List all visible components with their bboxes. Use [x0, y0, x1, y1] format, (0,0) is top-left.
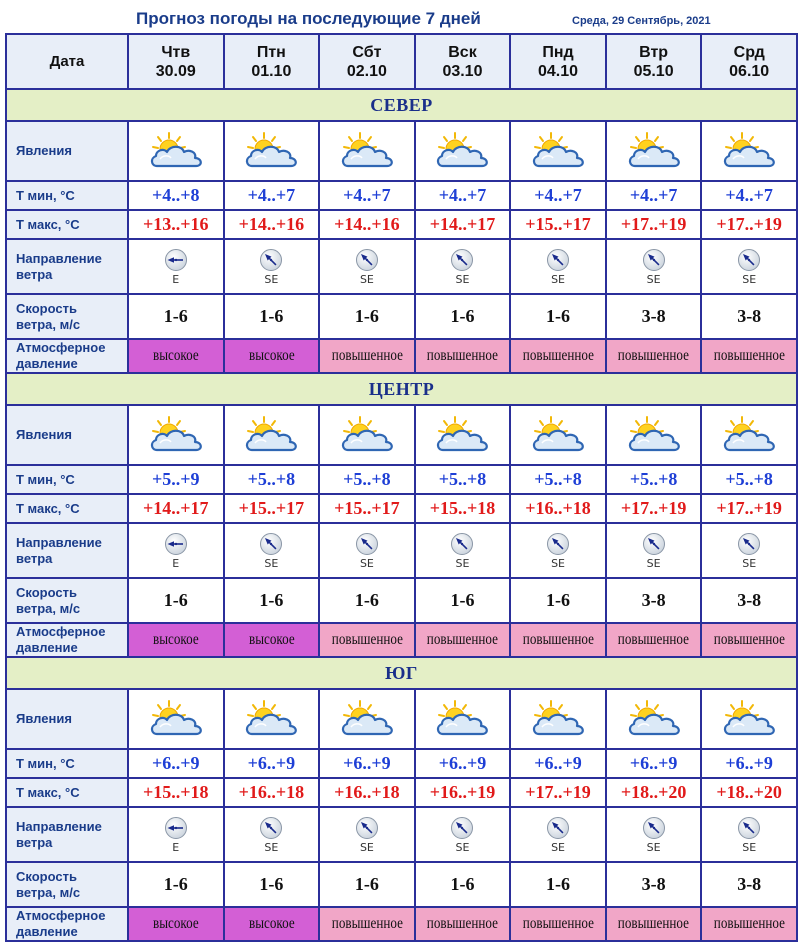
wind-direction-cell: [224, 523, 320, 578]
day-name: Втр: [639, 43, 669, 61]
wind-direction-label: SE: [551, 556, 565, 570]
pressure-value: высокое: [152, 631, 199, 648]
wind-direction-label: SE: [455, 272, 470, 286]
row-label-pressure: [6, 907, 128, 941]
day-header-cell: [510, 34, 606, 89]
partly-cloudy-icon: [433, 131, 491, 171]
page-header: [0, 0, 800, 34]
day-date: 06.10: [729, 62, 770, 80]
label-line: Атмосферное: [16, 908, 106, 923]
wind-direction-label: SE: [359, 840, 374, 854]
tmin-cell: +4..+8: [128, 181, 224, 210]
tmin-cell: +6..+9: [319, 749, 415, 778]
compass-icon: [642, 532, 666, 556]
tmin-row: [6, 181, 797, 210]
weather-cell: [701, 121, 797, 181]
wind-speed-cell: 3-8: [606, 294, 702, 339]
wind-speed-cell: 1-6: [128, 862, 224, 907]
day-header-cell: [415, 34, 511, 89]
wind-speed-cell: 1-6: [224, 578, 320, 623]
tmax-cell: +14..+17: [128, 494, 224, 523]
wind-speed-cell: 1-6: [415, 294, 511, 339]
tmax-cell: +16..+19: [415, 778, 511, 807]
wind-speed-cell: 1-6: [319, 578, 415, 623]
wind-direction-cell: [128, 807, 224, 862]
compass-icon: [259, 248, 283, 272]
tmax-cell: +15..+18: [415, 494, 511, 523]
weather-cell: [415, 405, 511, 465]
wind-speed-cell: 1-6: [224, 294, 320, 339]
weather-cell: [701, 405, 797, 465]
compass-icon: [450, 248, 474, 272]
wind-speed-cell: 1-6: [415, 862, 511, 907]
wind-speed-row: [6, 862, 797, 907]
label-line: Атмосферное: [16, 624, 106, 639]
label-line: ветра, м/с: [16, 884, 81, 900]
wind-direction-cell: [510, 523, 606, 578]
tmin-cell: +4..+7: [415, 181, 511, 210]
wind-speed-cell: 1-6: [128, 578, 224, 623]
day-header-cell: [128, 34, 224, 89]
pressure-cell: [606, 623, 702, 657]
partly-cloudy-icon: [338, 415, 396, 455]
weather-cell: [128, 405, 224, 465]
day-name: Срд: [733, 43, 765, 61]
partly-cloudy-icon: [242, 131, 300, 171]
compass-icon: [355, 532, 379, 556]
compass-icon: [355, 816, 379, 840]
wind-direction-cell: [510, 239, 606, 294]
compass-icon: [546, 532, 570, 556]
tmax-cell: +18..+20: [701, 778, 797, 807]
pressure-row: [6, 623, 797, 657]
compass-icon: [737, 248, 761, 272]
pressure-value: повышенное: [426, 347, 499, 364]
day-date: 02.10: [346, 62, 387, 80]
wind-speed-cell: 1-6: [224, 862, 320, 907]
wind-speed-cell: 3-8: [701, 294, 797, 339]
weather-cell: [319, 405, 415, 465]
wind-speed-cell: 1-6: [319, 862, 415, 907]
day-date: 30.09: [155, 62, 196, 80]
wind-direction-cell: [319, 807, 415, 862]
tmax-row: [6, 494, 797, 523]
wind-speed-row: [6, 578, 797, 623]
wind-direction-label: E: [172, 840, 180, 854]
weather-row: [6, 689, 797, 749]
wind-direction-label: E: [172, 556, 180, 570]
row-label-wind-speed: [6, 862, 128, 907]
pressure-value: повышенное: [618, 347, 690, 364]
tmax-cell: +17..+19: [606, 494, 702, 523]
partly-cloudy-icon: [338, 131, 396, 171]
day-name: Пнд: [542, 43, 574, 61]
pressure-cell: [319, 623, 415, 657]
tmin-cell: +4..+7: [701, 181, 797, 210]
pressure-value: повышенное: [426, 915, 499, 932]
partly-cloudy-icon: [242, 699, 300, 739]
label-line: ветра: [16, 266, 53, 282]
wind-direction-cell: [415, 523, 511, 578]
wind-speed-row: [6, 294, 797, 339]
tmin-cell: +4..+7: [606, 181, 702, 210]
label-line: Скорость: [16, 300, 77, 316]
region-header-row: [6, 373, 797, 405]
pressure-cell: [701, 623, 797, 657]
partly-cloudy-icon: [625, 699, 683, 739]
row-label-tmin: Т мин, °С: [6, 181, 128, 210]
wind-direction-label: SE: [264, 556, 279, 570]
weather-cell: [415, 689, 511, 749]
wind-direction-label: SE: [455, 556, 470, 570]
pressure-value: повышенное: [331, 631, 403, 648]
day-header-cell: [701, 34, 797, 89]
pressure-value: высокое: [248, 631, 295, 648]
row-label-tmax: Т макс, °С: [6, 494, 128, 523]
wind-speed-cell: 1-6: [510, 862, 606, 907]
weather-row: [6, 405, 797, 465]
compass-icon: [259, 816, 283, 840]
partly-cloudy-icon: [529, 415, 587, 455]
wind-direction-cell: [415, 239, 511, 294]
wind-direction-label: SE: [551, 840, 565, 854]
tmin-cell: +5..+8: [319, 465, 415, 494]
pressure-cell: [510, 623, 606, 657]
date-header-label: Дата: [6, 34, 128, 89]
wind-speed-cell: 1-6: [510, 294, 606, 339]
pressure-cell: [319, 907, 415, 941]
tmin-cell: +5..+8: [701, 465, 797, 494]
date-header-row: [6, 34, 797, 89]
tmax-cell: +16..+18: [319, 778, 415, 807]
compass-icon: [450, 532, 474, 556]
wind-direction-row: [6, 807, 797, 862]
wind-direction-label: SE: [264, 272, 279, 286]
pressure-cell: [701, 907, 797, 941]
row-label-tmin: Т мин, °С: [6, 749, 128, 778]
pressure-cell: [415, 339, 511, 373]
wind-direction-label: E: [172, 272, 180, 286]
weather-cell: [128, 121, 224, 181]
pressure-cell: [701, 339, 797, 373]
pressure-value: высокое: [248, 915, 295, 932]
label-line: Скорость: [16, 868, 77, 884]
wind-direction-label: SE: [359, 272, 374, 286]
tmax-cell: +17..+19: [510, 778, 606, 807]
compass-icon: [642, 816, 666, 840]
wind-direction-label: SE: [551, 272, 565, 286]
pressure-cell: [128, 339, 224, 373]
tmin-cell: +6..+9: [606, 749, 702, 778]
region-name: ЦЕНТР: [6, 373, 797, 405]
tmax-cell: +14..+16: [224, 210, 320, 239]
wind-speed-cell: 1-6: [128, 294, 224, 339]
region-header-row: [6, 89, 797, 121]
row-label-wind-speed: [6, 578, 128, 623]
weather-cell: [224, 405, 320, 465]
tmax-cell: +16..+18: [510, 494, 606, 523]
tmin-cell: +6..+9: [415, 749, 511, 778]
wind-speed-cell: 3-8: [606, 862, 702, 907]
tmax-cell: +17..+19: [701, 494, 797, 523]
wind-direction-cell: [701, 523, 797, 578]
weather-cell: [701, 689, 797, 749]
partly-cloudy-icon: [720, 415, 778, 455]
region-name: СЕВЕР: [6, 89, 797, 121]
label-line: ветра, м/с: [16, 600, 81, 616]
label-line: давление: [16, 924, 78, 939]
row-label-weather: Явления: [6, 405, 128, 465]
weather-cell: [510, 405, 606, 465]
row-label-tmin: Т мин, °С: [6, 465, 128, 494]
label-line: давление: [16, 356, 78, 371]
tmin-cell: +5..+8: [415, 465, 511, 494]
pressure-value: повышенное: [713, 915, 785, 932]
pressure-row: [6, 907, 797, 941]
wind-direction-label: SE: [264, 840, 279, 854]
compass-icon: [546, 248, 570, 272]
pressure-cell: [415, 907, 511, 941]
weather-cell: [606, 405, 702, 465]
wind-direction-cell: [224, 239, 320, 294]
weather-cell: [319, 121, 415, 181]
tmin-cell: +6..+9: [510, 749, 606, 778]
partly-cloudy-icon: [433, 415, 491, 455]
pressure-value: повышенное: [522, 347, 594, 364]
label-line: Направление: [16, 818, 102, 834]
wind-direction-cell: [224, 807, 320, 862]
day-header-cell: [224, 34, 320, 89]
wind-direction-cell: [606, 523, 702, 578]
tmax-cell: +17..+19: [606, 210, 702, 239]
pressure-row: [6, 339, 797, 373]
tmax-cell: +15..+17: [224, 494, 320, 523]
tmax-cell: +15..+18: [128, 778, 224, 807]
tmin-cell: +6..+9: [701, 749, 797, 778]
day-name: Сбт: [352, 43, 382, 61]
day-header-cell: [606, 34, 702, 89]
partly-cloudy-icon: [242, 415, 300, 455]
pressure-value: повышенное: [331, 915, 403, 932]
wind-speed-cell: 1-6: [415, 578, 511, 623]
tmax-cell: +18..+20: [606, 778, 702, 807]
pressure-cell: [415, 623, 511, 657]
wind-direction-label: SE: [646, 556, 661, 570]
pressure-cell: [606, 907, 702, 941]
wind-direction-cell: [415, 807, 511, 862]
tmax-cell: +14..+17: [415, 210, 511, 239]
partly-cloudy-icon: [147, 415, 205, 455]
row-label-pressure: [6, 623, 128, 657]
weather-cell: [224, 689, 320, 749]
tmin-cell: +5..+8: [606, 465, 702, 494]
page-title: Прогноз погоды на последующие 7 дней: [136, 9, 481, 28]
row-label-weather: Явления: [6, 689, 128, 749]
day-date: 01.10: [251, 62, 292, 80]
weather-cell: [319, 689, 415, 749]
wind-direction-cell: [606, 239, 702, 294]
pressure-cell: [224, 623, 320, 657]
tmax-cell: +16..+18: [224, 778, 320, 807]
weather-cell: [606, 689, 702, 749]
wind-direction-cell: [319, 523, 415, 578]
region-header-row: [6, 657, 797, 689]
tmin-row: [6, 465, 797, 494]
tmin-cell: +5..+8: [224, 465, 320, 494]
tmax-cell: +14..+16: [319, 210, 415, 239]
pressure-cell: [224, 907, 320, 941]
row-label-wind-direction: [6, 523, 128, 578]
weather-row: [6, 121, 797, 181]
pressure-value: высокое: [152, 347, 199, 364]
current-date: Среда, 29 Сентябрь, 2021: [572, 15, 711, 27]
day-date: 05.10: [633, 62, 674, 80]
wind-direction-cell: [606, 807, 702, 862]
wind-direction-cell: [319, 239, 415, 294]
pressure-value: повышенное: [618, 631, 690, 648]
day-date: 03.10: [442, 62, 483, 80]
partly-cloudy-icon: [720, 131, 778, 171]
wind-speed-cell: 1-6: [319, 294, 415, 339]
partly-cloudy-icon: [529, 131, 587, 171]
weather-cell: [224, 121, 320, 181]
wind-direction-cell: [701, 239, 797, 294]
weather-cell: [510, 121, 606, 181]
row-label-wind-direction: [6, 807, 128, 862]
pressure-value: повышенное: [522, 631, 594, 648]
partly-cloudy-icon: [529, 699, 587, 739]
day-name: Птн: [256, 43, 286, 61]
partly-cloudy-icon: [338, 699, 396, 739]
weather-cell: [415, 121, 511, 181]
label-line: ветра: [16, 550, 53, 566]
pressure-value: повышенное: [713, 631, 785, 648]
tmin-cell: +5..+9: [128, 465, 224, 494]
tmin-row: [6, 749, 797, 778]
day-name: Чтв: [161, 43, 191, 61]
region-name: ЮГ: [6, 657, 797, 689]
tmax-cell: +17..+19: [701, 210, 797, 239]
day-name: Вск: [448, 43, 477, 61]
pressure-cell: [606, 339, 702, 373]
wind-speed-cell: 3-8: [701, 862, 797, 907]
compass-icon: [259, 532, 283, 556]
wind-direction-cell: [128, 523, 224, 578]
tmin-cell: +6..+9: [128, 749, 224, 778]
row-label-pressure: [6, 339, 128, 373]
compass-icon: [737, 816, 761, 840]
pressure-value: высокое: [248, 347, 295, 364]
wind-direction-cell: [128, 239, 224, 294]
wind-speed-cell: 1-6: [510, 578, 606, 623]
wind-direction-label: SE: [455, 840, 470, 854]
label-line: Скорость: [16, 584, 77, 600]
tmax-cell: +15..+17: [319, 494, 415, 523]
partly-cloudy-icon: [625, 131, 683, 171]
compass-icon: [164, 248, 188, 272]
partly-cloudy-icon: [433, 699, 491, 739]
label-line: Атмосферное: [16, 340, 106, 355]
pressure-cell: [510, 339, 606, 373]
row-label-tmax: Т макс, °С: [6, 778, 128, 807]
compass-icon: [164, 816, 188, 840]
wind-direction-cell: [510, 807, 606, 862]
row-label-wind-direction: [6, 239, 128, 294]
pressure-value: повышенное: [426, 631, 499, 648]
tmin-cell: +6..+9: [224, 749, 320, 778]
pressure-cell: [510, 907, 606, 941]
wind-direction-label: SE: [742, 556, 757, 570]
wind-direction-label: SE: [742, 272, 757, 286]
wind-direction-label: SE: [359, 556, 374, 570]
wind-direction-row: [6, 523, 797, 578]
pressure-value: повышенное: [331, 347, 403, 364]
pressure-value: повышенное: [522, 915, 594, 932]
compass-icon: [450, 816, 474, 840]
wind-direction-label: SE: [646, 840, 661, 854]
pressure-cell: [128, 623, 224, 657]
compass-icon: [737, 532, 761, 556]
pressure-cell: [224, 339, 320, 373]
day-header-cell: [319, 34, 415, 89]
pressure-cell: [319, 339, 415, 373]
row-label-tmax: Т макс, °С: [6, 210, 128, 239]
day-date: 04.10: [538, 62, 579, 80]
wind-direction-row: [6, 239, 797, 294]
label-line: Направление: [16, 250, 102, 266]
compass-icon: [164, 532, 188, 556]
tmin-cell: +5..+8: [510, 465, 606, 494]
forecast-table: [5, 33, 798, 942]
partly-cloudy-icon: [625, 415, 683, 455]
compass-icon: [546, 816, 570, 840]
wind-speed-cell: 3-8: [606, 578, 702, 623]
wind-speed-cell: 3-8: [701, 578, 797, 623]
pressure-value: повышенное: [713, 347, 785, 364]
tmax-row: [6, 778, 797, 807]
partly-cloudy-icon: [147, 699, 205, 739]
weather-cell: [510, 689, 606, 749]
tmax-row: [6, 210, 797, 239]
wind-direction-cell: [701, 807, 797, 862]
tmax-cell: +13..+16: [128, 210, 224, 239]
weather-cell: [606, 121, 702, 181]
tmin-cell: +4..+7: [224, 181, 320, 210]
label-line: давление: [16, 640, 78, 655]
label-line: ветра: [16, 834, 53, 850]
pressure-value: повышенное: [618, 915, 690, 932]
tmin-cell: +4..+7: [319, 181, 415, 210]
wind-direction-label: SE: [646, 272, 661, 286]
pressure-cell: [128, 907, 224, 941]
compass-icon: [642, 248, 666, 272]
row-label-wind-speed: [6, 294, 128, 339]
pressure-value: высокое: [152, 915, 199, 932]
partly-cloudy-icon: [147, 131, 205, 171]
wind-direction-label: SE: [742, 840, 757, 854]
label-line: Направление: [16, 534, 102, 550]
weather-cell: [128, 689, 224, 749]
tmax-cell: +15..+17: [510, 210, 606, 239]
tmin-cell: +4..+7: [510, 181, 606, 210]
label-line: ветра, м/с: [16, 316, 81, 332]
compass-icon: [355, 248, 379, 272]
partly-cloudy-icon: [720, 699, 778, 739]
row-label-weather: Явления: [6, 121, 128, 181]
